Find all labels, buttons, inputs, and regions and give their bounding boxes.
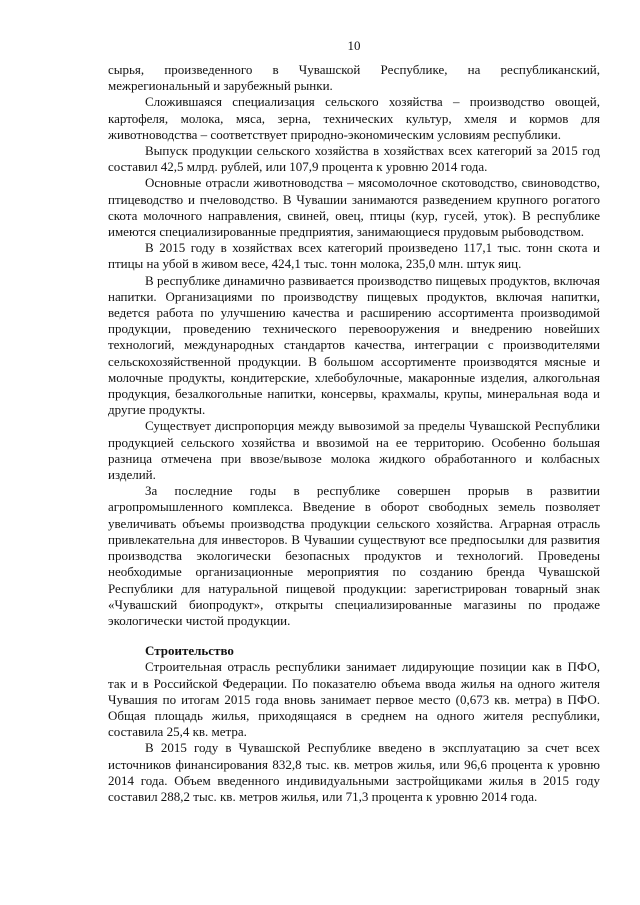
paragraph-food-industry: В республике динамично развивается производство пищевых продуктов, включая напитки. Организациями по производству пищевых продуктов, включая напитки, ведется работа по улучшению качества и расширению ассортимента производимой продукции, проведению технического перевооружения и внедрению новейших технологий, международных стандартов качества, интеграции с производителями сельскохозяйственной продукции. В большом ассортименте производятся мясные и молочные продукты, кондитерские, хлебобулочные, макаронные изделия, алкогольная продукция, безалкогольные напитки, консервы, крахмалы, крупы, минеральная вода и другие продукты. <box>108 272 600 418</box>
section-gap <box>108 629 600 643</box>
agriculture-section <box>108 62 600 629</box>
paragraph-specialization: Сложившаяся специализация сельского хозяйства – производство овощей, картофеля, молока, мяса, зерна, технических культур, хмеля и кормов для животноводства – соответствует природно-экономическим условиям республики. <box>108 94 600 142</box>
page-number: 10 <box>347 38 361 53</box>
paragraph-livestock: Основные отрасли животноводства – мясомолочное скотоводство, свиноводство, птицеводство и пчеловодство. В Чувашии занимаются разведением крупного рогатого скота молочного направления, свиней, овец, птицы (кур, гусей, уток). В республике имеются специализированные предприятия, занимающиеся прудовым рыбоводством. <box>108 175 600 240</box>
paragraph-housing-2015: В 2015 году в Чувашской Республике введено в эксплуатацию за счет всех источников финансирования 832,8 тыс. кв. метров жилья, или 96,6 процента к уровню 2014 года. Объем введенного индивидуальными застройщиками жилья в 2015 году составил 288,2 тыс. кв. метров жилья, или 71,3 процента к уровню 2014 года. <box>108 740 600 804</box>
paragraph-construction-leadership: Строительная отрасль республики занимает лидирующие позиции как в ПФО, так и в Российской Федерации. По показателю объема ввода жилья на одного жителя Чувашия по итогам 2015 года вновь занимает первое место (0,673 кв. метра) в ПФО. Общая площадь жилья, приходящаяся в среднем на одного жителя республики, составила 25,4 кв. метра. <box>108 659 600 740</box>
paragraph-continuation: сырья, произведенного в Чувашской Республике, на республиканский, межрегиональный и зарубежный рынки. <box>108 62 600 94</box>
construction-section <box>108 643 600 805</box>
paragraph-output: Выпуск продукции сельского хозяйства в хозяйствах всех категорий за 2015 год составил 42,5 млрд. рублей, или 107,9 процента к уровню 2014 года. <box>108 143 600 175</box>
paragraph-disproportion: Существует диспропорция между вывозимой за пределы Чувашской Республики продукцией сельского хозяйства и ввозимой на ее территорию. Особенно большая разница отмечена при ввозе/вывозе молока жидкого обработанного и колбасных изделий. <box>108 418 600 483</box>
paragraph-breakthrough: За последние годы в республике совершен прорыв в развитии агропромышленного комплекса. Введение в оборот свободных земель позволяет увеличивать объемы производства продукции сельского хозяйства. Аграрная отрасль привлекательна для инвесторов. В Чувашии существуют все предпосылки для развития производства экологически безопасных продуктов и технологий. Проведены необходимые организационные мероприятия по созданию бренда Чувашской Республики для натуральной пищевой продукции: зарегистрирован товарный знак «Чувашский биопродукт», открыты специализированные магазины по продаже экологически чистой продукции. <box>108 483 600 628</box>
section-heading-construction: Строительство <box>145 643 234 659</box>
paragraph-production-2015: В 2015 году в хозяйствах всех категорий произведено 117,1 тыс. тонн скота и птицы на убой в живом весе, 424,1 тыс. тонн молока, 235,0 млн. штук яиц. <box>108 240 600 272</box>
